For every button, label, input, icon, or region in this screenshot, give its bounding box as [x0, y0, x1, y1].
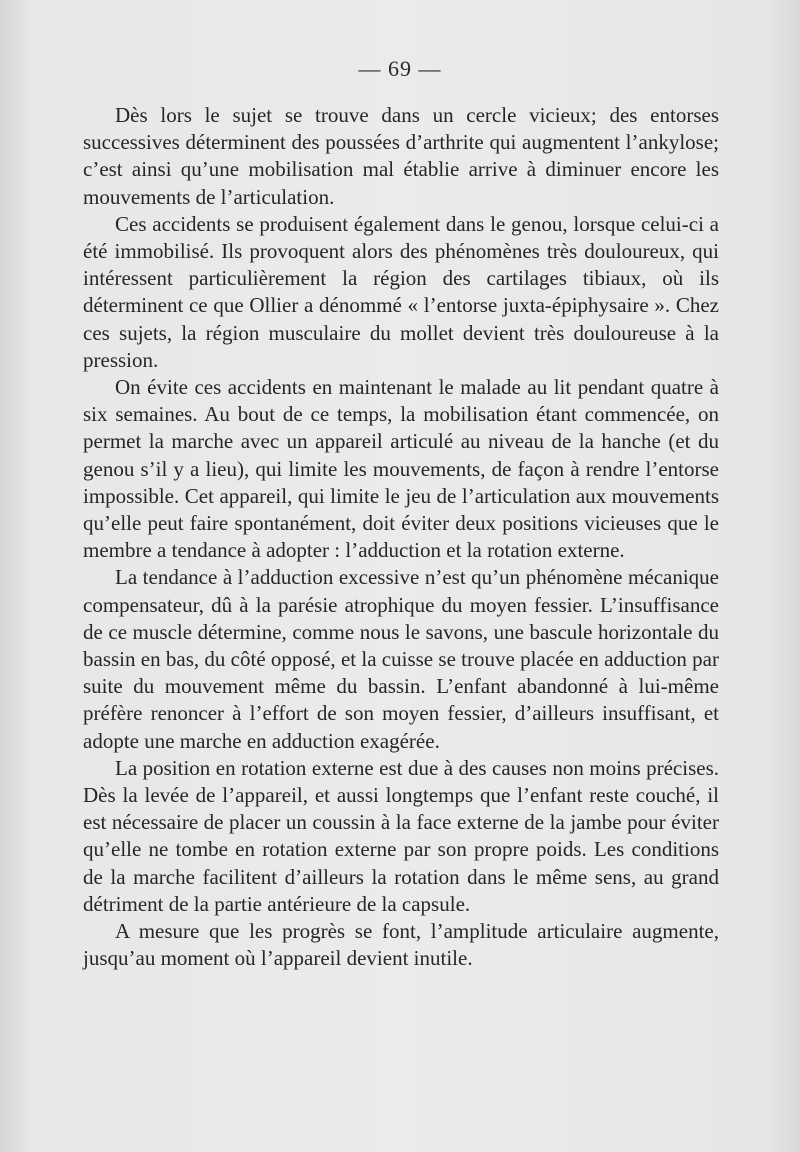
paragraph: On évite ces accidents en maintenant le malade au lit pendant quatre à six semaines. Au bout de ce temps, la mobilisation étant commencée, on permet la marche avec un appareil articulé au niveau de la hanche (et du genou s’il y a lieu), qui limite les mouvements, de façon à rendre l’entorse impossible. Cet appareil, qui limite le jeu de l’articulation aux mouvements qu’elle peut faire spontanément, doit éviter deux positions vicieuses que le membre a tendance à adopter : l’adduction et la rotation externe. — [83, 375, 719, 563]
paragraph: A mesure que les progrès se font, l’amplitude articulaire augmente, jusqu’au moment où l’appareil devient inutile. — [83, 919, 719, 971]
paragraph: La position en rotation externe est due à des causes non moins précises. Dès la levée de l’appareil, et aussi longtemps que l’enfant reste couché, il est nécessaire de placer un coussin à la face externe de la jambe pour éviter qu’elle ne tombe en rotation externe par son propre poids. Les conditions de la marche facilitent d’ailleurs la rotation dans le même sens, au grand détriment de la partie antérieure de la capsule. — [83, 755, 719, 916]
body-text — [83, 102, 719, 973]
paragraph: La tendance à l’adduction excessive n’est qu’un phénomène mécanique compensateur, dû à la parésie atrophique du moyen fessier. L’insuffisance de ce muscle détermine, comme nous le savons, une bascule horizontale du bassin en bas, du côté opposé, et la cuisse se trouve placée en adduction par suite du mouvement même du bassin. L’enfant abandonné à lui-même préfère renoncer à l’effort de son moyen fessier, d’ailleurs insuffisant, et adopte une marche en adduction exagérée. — [83, 565, 719, 753]
page-number: — 69 — — [358, 56, 442, 81]
paragraph: Ces accidents se produisent également dans le genou, lorsque celui-ci a été immobilisé. Ils provoquent alors des phénomènes très douloureux, qui intéressent particulièrement la région des cartilages tibiaux, où ils déterminent ce que Ollier a dénommé « l’entorse juxta-épiphysaire ». Chez ces sujets, la région musculaire du mollet devient très douloureuse à la pression. — [83, 211, 719, 372]
paragraph: Dès lors le sujet se trouve dans un cercle vicieux; des entorses successives déterminent des poussées d’arthrite qui augmentent l’ankylose; c’est ainsi qu’une mobilisation mal établie arrive à diminuer encore les mouvements de l’articulation. — [83, 103, 719, 209]
